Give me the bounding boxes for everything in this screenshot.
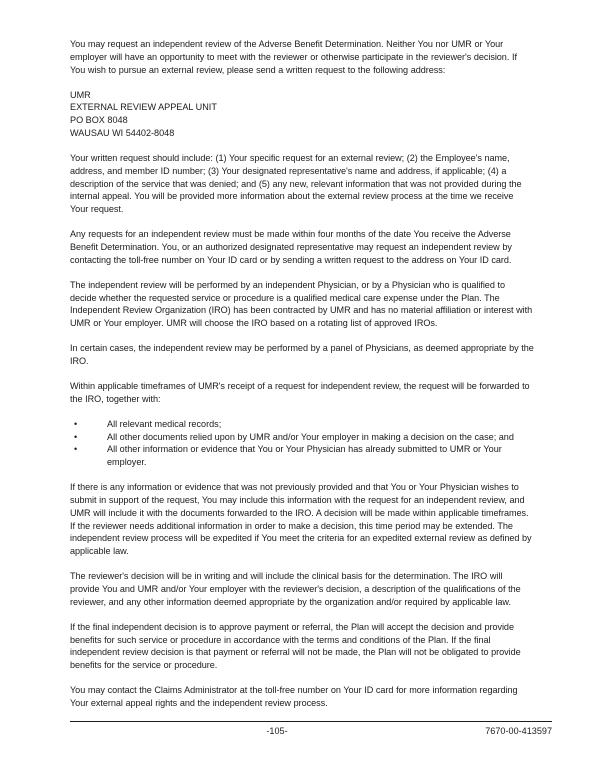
paragraph-request-deadline: Any requests for an independent review must be made within four months of the date You receive the Adverse Benefit Determination. You, or an authorized designated representative may request an independent review by contacting the toll-free number on Your ID card or by sending a written request to the address on Your ID card. [70, 229, 512, 265]
paragraph-reviewer-decision-in-writing: The reviewer's decision will be in writing and will include the clinical basis for the determination. The IRO will provide You and UMR and/or Your employer with the reviewer's decision, a description of the qualifications of the reviewer, and any other information deemed appropriate by the organization and/or required by applicable law. [70, 571, 521, 607]
paragraph-contact-claims-administrator: You may contact the Claims Administrator at the toll-free number on Your ID card for more information regarding Your external appeal rights and the independent review process. [70, 685, 518, 709]
bullet-list-item [70, 443, 534, 469]
document-body [70, 38, 534, 722]
bullet-item-text: All other information or evidence that You or Your Physician has already submitted to UMR or Your employer. [107, 444, 502, 468]
paragraph-new-evidence-submission: If there is any information or evidence that was not previously provided and that You or Your Physician wishes to submit in support of the request, You may include this information with the request for an independent review, and UMR will include it with the documents forwarded to the IRO. A decision will be made within applicable timeframes. If the reviewer needs additional information in order to make a decision, this time period may be extended. The independent review process will be expedited if You meet the criteria for an expedited external review as defined by applicable law. [70, 482, 532, 557]
address-line: EXTERNAL REVIEW APPEAL UNIT [70, 102, 217, 113]
address-line: PO BOX 8048 [70, 115, 128, 126]
paragraph-independent-review-intro: You may request an independent review of the Adverse Benefit Determination. Neither You nor UMR or Your employer will have an opportunity to meet with the reviewer or otherwise participate in the reviewer's decision. If You wish to pursue an external review, please send a written request to the following address: [70, 39, 517, 75]
paragraph-panel-of-physicians: In certain cases, the independent review may be performed by a panel of Physicians, as deemed appropriate by the IRO. [70, 343, 534, 366]
address-line: UMR [70, 89, 91, 100]
bullet-point-icon: • [74, 418, 78, 429]
footer-divider [70, 721, 552, 722]
page-footer [70, 721, 552, 741]
bullet-list-item [70, 418, 534, 431]
page-number: -105- [266, 726, 288, 736]
bullet-item-text: All other documents relied upon by UMR and/or Your employer in making a decision on the case; and [107, 431, 514, 442]
paragraph-reviewer-qualifications: The independent review will be performed by an independent Physician, or by a Physician who is qualified to decide whether the requested service or procedure is a qualified medical care expense under the Plan. The Independent Review Organization (IRO) has been contracted by UMR and has no material affiliation or interest with UMR or Your employer. UMR will choose the IRO based on a rotating list of approved IROs. [70, 279, 533, 329]
bullet-list-materials-forwarded [70, 418, 534, 469]
paragraph-final-decision-effect: If the final independent decision is to approve payment or referral, the Plan will accept the decision and provide benefits for such service or procedure in accordance with the terms and conditions of the Plan. If the final independent review decision is that payment or referral will not be made, the Plan will not be obligated to provide benefits for the service or procedure. [70, 621, 521, 671]
bullet-item-text: All relevant medical records; [107, 418, 222, 429]
bullet-point-icon: • [74, 444, 78, 455]
paragraph-forwarding-to-iro: Within applicable timeframes of UMR's receipt of a request for independent review, the request will be forwarded to the IRO, together with: [70, 381, 530, 404]
footer-row [70, 725, 552, 741]
bullet-point-icon: • [74, 431, 78, 442]
address-block-umr-external-review [70, 89, 534, 140]
address-line: WAUSAU WI 54402-8048 [70, 127, 175, 138]
document-code: 7670-00-413597 [485, 726, 552, 736]
bullet-list-item [70, 431, 534, 444]
paragraph-written-request-contents: Your written request should include: (1) Your specific request for an external review; (2) the Employee's name, address, and member ID number; (3) Your designated representative's name and address, if applicable; (4) a description of the service that was denied; and (5) any new, relevant information that was not provided during the internal appeal. You will be provided more information about the external review process at the time we receive Your request. [70, 153, 522, 215]
